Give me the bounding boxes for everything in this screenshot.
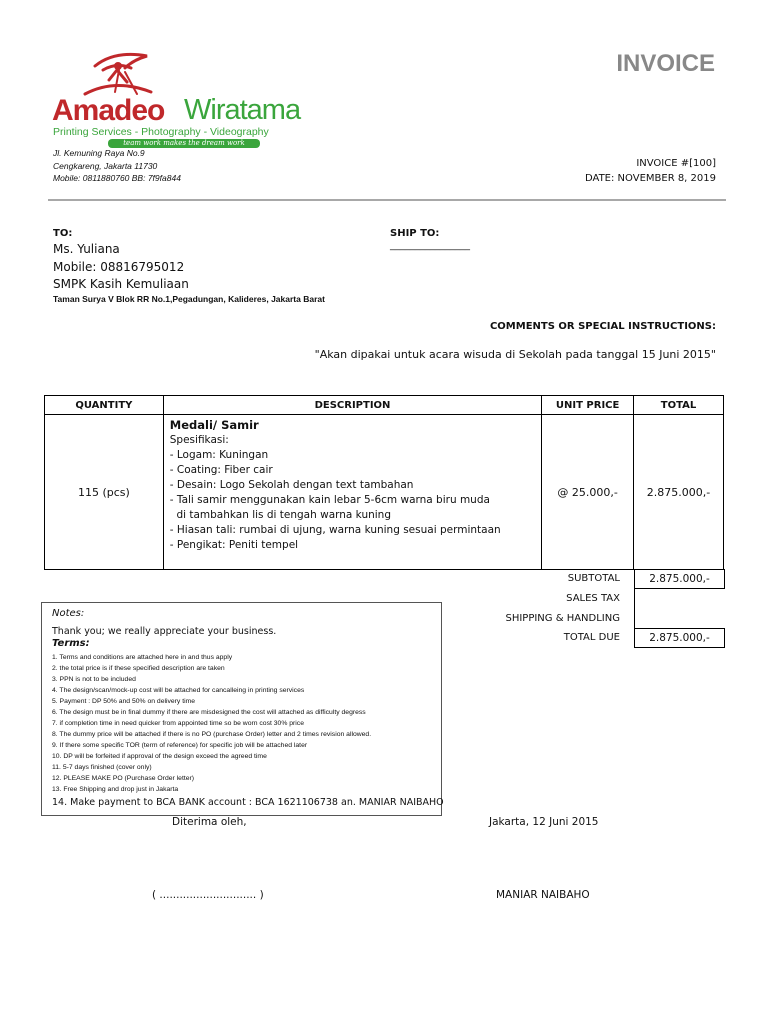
company-tagline: Printing Services - Photography - Videography xyxy=(53,126,269,138)
header-description: DESCRIPTION xyxy=(163,396,541,415)
sales-tax-label: SALES TAX xyxy=(566,593,620,604)
invoice-date: DATE: NOVEMBER 8, 2019 xyxy=(584,173,716,184)
place-date: Jakarta, 12 Juni 2015 xyxy=(489,816,599,828)
header-total: TOTAL xyxy=(634,396,724,415)
description-line: - Logam: Kuningan xyxy=(169,449,269,461)
customer-name: Ms. Yuliana xyxy=(53,242,120,256)
term-item: 2. the total price is if these specified description are taken xyxy=(52,665,225,672)
term-item: 10. DP will be forfeited if approval of the design exceed the agreed time xyxy=(52,753,267,760)
notes-thanks: Thank you; we really appreciate your business. xyxy=(52,626,277,637)
subtotal-value: 2.875.000,- xyxy=(634,569,725,589)
subtotal-label: SUBTOTAL xyxy=(567,573,620,584)
table-header-row xyxy=(45,396,724,415)
term-item: 4. The design/scan/mock-up cost will be attached for cancalleing in printing services xyxy=(52,687,305,694)
company-contact: Mobile: 0811880760 BB: 7f9fa844 xyxy=(53,173,181,183)
term-item: 6. The design must be in final dummy if there are misdesigned the cost will attached as difficulty degress xyxy=(52,709,366,716)
receiver-signature-blank: ( ............................. ) xyxy=(152,889,264,901)
payment-instructions: 14. Make payment to BCA BANK account : BCA 1621106738 an. MANIAR NAIBAHO xyxy=(52,797,444,808)
items-table xyxy=(44,395,724,570)
company-address-line2: Cengkareng, Jakarta 11730 xyxy=(53,161,158,171)
company-name-part1: Amadeo xyxy=(52,94,165,127)
notes-box xyxy=(41,602,442,816)
term-item: 13. Free Shipping and drop just in Jakarta xyxy=(52,786,179,793)
customer-address: Taman Surya V Blok RR No.1,Pegadungan, Kalideres, Jakarta Barat xyxy=(53,294,325,304)
row-quantity: 115 (pcs) xyxy=(45,415,164,570)
description-line: - Tali samir menggunakan kain lebar 5-6cm warna biru muda xyxy=(169,494,490,506)
ship-to-value: ________________ xyxy=(390,240,470,251)
table-row xyxy=(45,415,724,570)
header-unit-price: UNIT PRICE xyxy=(542,396,634,415)
term-item: 11. 5-7 days finished (cover only) xyxy=(52,764,152,771)
notes-label: Notes: xyxy=(52,608,85,619)
invoice-title: INVOICE xyxy=(616,50,715,77)
row-unit-price: @ 25.000,- xyxy=(542,415,634,570)
term-item: 5. Payment : DP 50% and 50% on delivery time xyxy=(52,698,196,705)
term-item: 1. Terms and conditions are attached here in and thus apply xyxy=(52,654,233,661)
description-line: di tambahkan lis di tengah warna kuning xyxy=(169,509,391,521)
description-line: Spesifikasi: xyxy=(169,434,229,446)
company-logo xyxy=(55,48,175,100)
to-label: TO: xyxy=(53,228,73,239)
comments-text: "Akan dipakai untuk acara wisuda di Sekolah pada tanggal 15 Juni 2015" xyxy=(314,348,716,361)
description-line: - Hiasan tali: rumbai di ujung, warna kuning sesuai permintaan xyxy=(169,524,501,536)
total-due-label: TOTAL DUE xyxy=(563,632,620,643)
shipping-label: SHIPPING & HANDLING xyxy=(505,613,620,624)
company-name-part2: Wiratama xyxy=(184,94,301,126)
invoice-number: INVOICE #[100] xyxy=(636,158,716,169)
total-due-value: 2.875.000,- xyxy=(634,628,725,648)
term-item: 9. If there some specific TOR (term of reference) for specific job will be attached later xyxy=(52,742,308,749)
company-motto: team work makes the dream work xyxy=(108,139,260,148)
terms-label: Terms: xyxy=(52,638,90,649)
term-item: 12. PLEASE MAKE PO (Purchase Order letter) xyxy=(52,775,195,782)
header-quantity: QUANTITY xyxy=(45,396,164,415)
signer-name: MANIAR NAIBAHO xyxy=(496,889,590,901)
received-by-label: Diterima oleh, xyxy=(172,816,247,828)
description-line: - Coating: Fiber cair xyxy=(169,464,273,476)
customer-mobile: Mobile: 08816795012 xyxy=(53,260,185,274)
row-description xyxy=(163,415,541,570)
company-address-line1: Jl. Kemuning Raya No.9 xyxy=(53,148,145,158)
term-item: 3. PPN is not to be included xyxy=(52,676,136,683)
customer-org: SMPK Kasih Kemuliaan xyxy=(53,277,189,291)
description-line: - Desain: Logo Sekolah dengan text tambahan xyxy=(169,479,414,491)
header-divider xyxy=(48,199,726,201)
description-line: - Pengikat: Peniti tempel xyxy=(169,539,299,551)
row-total: 2.875.000,- xyxy=(634,415,724,570)
ship-to-label: SHIP TO: xyxy=(390,228,440,239)
tax-shipping-box xyxy=(634,589,635,628)
term-item: 8. The dummy price will be attached if there is no PO (purchase Order) letter and 2 times revision allowed. xyxy=(52,731,372,738)
description-title: Medali/ Samir xyxy=(169,418,259,432)
term-item: 7. if completion time in need quicker from appointed time so be worn cost 30% price xyxy=(52,720,304,727)
comments-label: COMMENTS OR SPECIAL INSTRUCTIONS: xyxy=(489,321,716,332)
